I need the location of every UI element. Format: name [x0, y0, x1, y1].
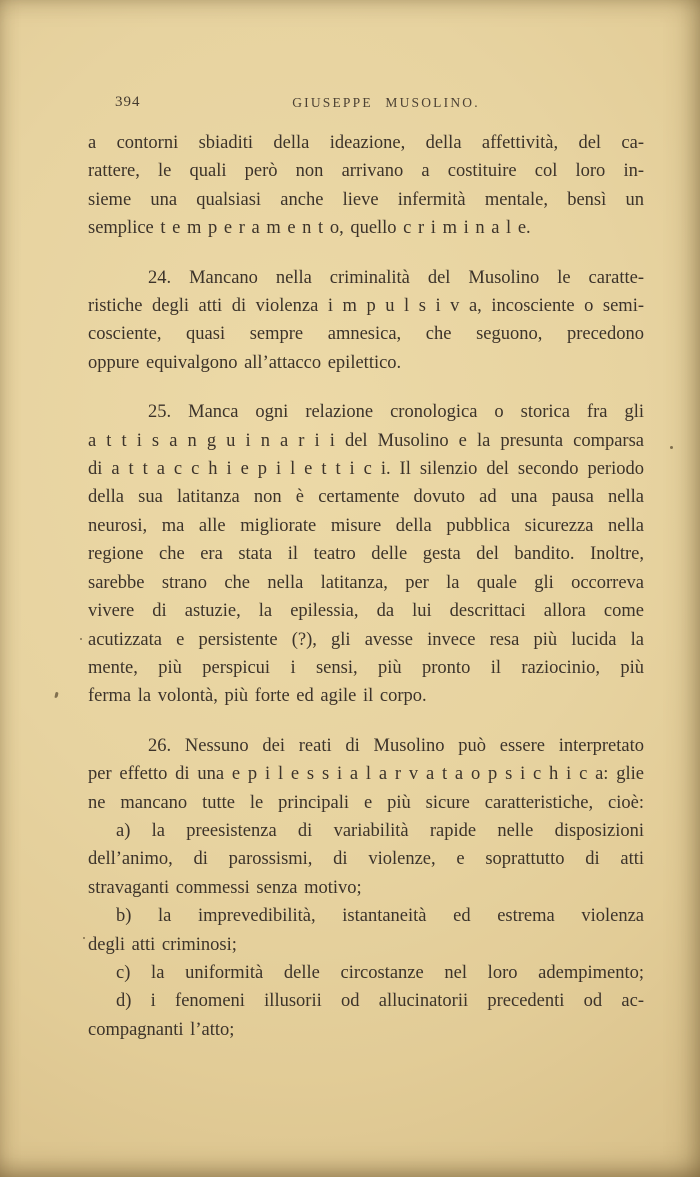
text-line: per effetto di una e p i l e s s i a l a r v a t a o p s i c h i c a: glie [88, 764, 644, 785]
text-line: compagnanti l’atto; [88, 1019, 235, 1040]
text-line: di a t t a c c h i e p i l e t t i c i. Il silenzio del secondo periodo [88, 459, 644, 480]
paragraph-26 [88, 732, 644, 817]
text-line: 24. Mancano nella criminalità del Musolino le caratte- [148, 267, 644, 288]
paragraph-25 [88, 398, 644, 710]
running-head [0, 93, 700, 113]
page-number: 394 [115, 94, 141, 110]
text-line: degli atti criminosi; [88, 934, 237, 955]
text-line: 25. Manca ogni relazione cronologica o storica fra gli [148, 402, 644, 423]
list-item-a [88, 817, 644, 902]
text-line: oppure equivalgono all’attacco epilettico. [88, 352, 402, 373]
list-item-d [88, 987, 644, 1044]
text-line: mente, più perspicui i sensi, più pronto il raziocinio, più [88, 657, 644, 678]
text-line: acutizzata e persistente (?), gli avesse invece resa più lucida la [88, 629, 644, 650]
ink-speck [54, 692, 58, 698]
text-line: stravaganti commessi senza motivo; [88, 877, 362, 898]
page-text [88, 129, 644, 1044]
running-title: GIUSEPPE MUSOLINO. [292, 95, 480, 110]
text-line: cosciente, quasi sempre amnesica, che seguono, precedono [88, 324, 644, 345]
text-line: ferma la volontà, più forte ed agile il corpo. [88, 686, 427, 707]
text-line: ne mancano tutte le principali e più sicure caratteristiche, cioè: [88, 792, 644, 813]
text-line: dell’animo, di parossismi, di violenze, e soprattutto di atti [88, 849, 644, 870]
text-line: regione che era stata il teatro delle gesta del bandito. Inoltre, [88, 544, 644, 565]
text-line: neurosi, ma alle migliorate misure della pubblica sicurezza nella [88, 515, 644, 536]
text-line: ristiche degli atti di violenza i m p u l s i v a, incosciente o semi- [88, 296, 644, 317]
text-line: sieme una qualsiasi anche lieve infermità mentale, bensì un [88, 189, 644, 210]
text-line: a) la preesistenza di variabilità rapide nelle disposizioni [116, 820, 644, 841]
list-item-b [88, 902, 644, 959]
ink-speck [83, 937, 85, 939]
text-line: d) i fenomeni illusorii od allucinatorii precedenti od ac- [116, 991, 644, 1012]
text-line: 26. Nessuno dei reati di Musolino può essere interpretato [148, 735, 644, 756]
ink-speck [80, 638, 82, 640]
text-line: semplice t e m p e r a m e n t o, quello c r i m i n a l e. [88, 218, 531, 239]
paragraph-24 [88, 264, 644, 378]
text-line: b) la imprevedibilità, istantaneità ed estrema violenza [116, 906, 644, 927]
text-line: sarebbe strano che nella latitanza, per la quale gli occorreva [88, 572, 644, 593]
text-line: rattere, le quali però non arrivano a costituire col loro in- [88, 161, 644, 182]
text-line: c) la uniformità delle circostanze nel loro adempimento; [116, 962, 644, 983]
text-line: della sua latitanza non è certamente dovuto ad una pausa nella [88, 487, 644, 508]
paragraph-continuation [88, 129, 644, 243]
ink-speck [670, 446, 673, 449]
list-item-c [88, 959, 644, 987]
text-line: vivere di astuzie, la epilessia, da lui descrittaci allora come [88, 601, 644, 622]
text-line: a t t i s a n g u i n a r i i del Musolino e la presunta comparsa [88, 430, 644, 451]
text-line: a contorni sbiaditi della ideazione, della affettività, del ca- [88, 133, 644, 153]
